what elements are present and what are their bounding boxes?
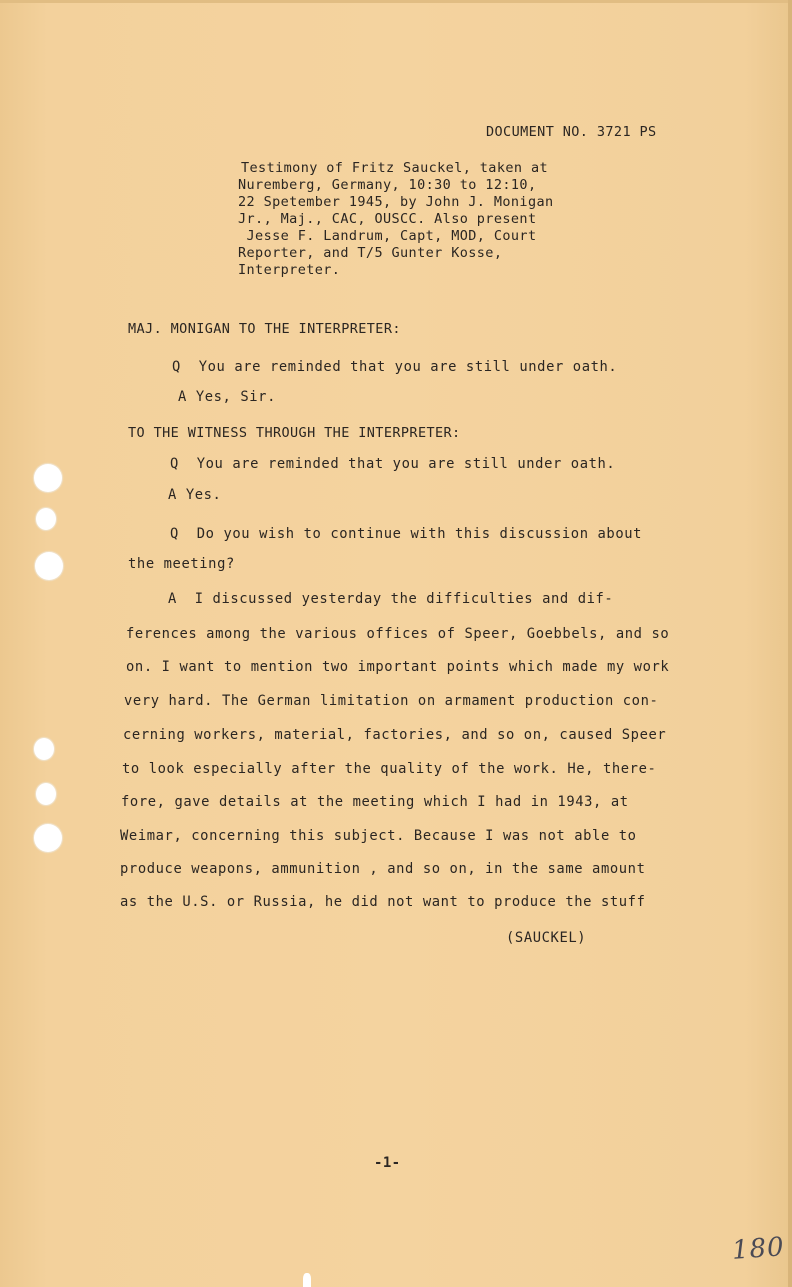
- paper-top-edge: [0, 0, 792, 3]
- answer-3-line-5: cerning workers, material, factories, and so on, caused Speer: [123, 727, 667, 743]
- heading-line-5: Jesse F. Landrum, Capt, MOD, Court: [238, 228, 537, 244]
- answer-3-line-2: ferences among the various offices of Speer, Goebbels, and so: [126, 626, 670, 642]
- answer-3-line-9: produce weapons, ammunition , and so on, in the same amount: [120, 861, 646, 877]
- answer-3-line-10: as the U.S. or Russia, he did not want to produce the stuff: [120, 894, 646, 910]
- heading-line-4: Jr., Maj., CAC, OUSCC. Also present: [238, 211, 537, 227]
- heading-line-7: Interpreter.: [238, 262, 341, 278]
- speaker-tag: (SAUCKEL): [506, 930, 587, 946]
- answer-1: A Yes, Sir.: [178, 389, 276, 405]
- answer-3-line-1: A I discussed yesterday the difficulties and dif-: [168, 591, 614, 607]
- answer-3-line-6: to look especially after the quality of the work. He, there-: [122, 761, 657, 777]
- heading-line-6: Reporter, and T/5 Gunter Kosse,: [238, 245, 503, 261]
- punch-hole-middle: [35, 552, 63, 580]
- punch-hole-lower-small: [34, 738, 54, 760]
- answer-3-line-8: Weimar, concerning this subject. Because I was not able to: [120, 828, 637, 844]
- answer-3-line-4: very hard. The German limitation on armament production con-: [124, 693, 659, 709]
- paper-tear-bottom: [303, 1273, 311, 1287]
- page-number: -1-: [374, 1155, 401, 1171]
- paper-right-edge: [788, 0, 792, 1287]
- answer-2: A Yes.: [168, 487, 222, 503]
- punch-hole-top-small: [36, 508, 56, 530]
- heading-line-2: Nuremberg, Germany, 10:30 to 12:10,: [238, 177, 537, 193]
- section-heading-interpreter: MAJ. MONIGAN TO THE INTERPRETER:: [128, 321, 401, 337]
- document-number: DOCUMENT NO. 3721 PS: [486, 124, 657, 140]
- heading-line-1: Testimony of Fritz Sauckel, taken at: [241, 160, 548, 176]
- answer-3-line-7: fore, gave details at the meeting which I had in 1943, at: [121, 794, 629, 810]
- handwritten-folio-number: 180: [731, 1232, 786, 1266]
- punch-hole-bottom: [34, 824, 62, 852]
- question-1: Q You are reminded that you are still under oath.: [172, 359, 618, 375]
- heading-line-3: 22 Spetember 1945, by John J. Monigan: [238, 194, 554, 210]
- answer-3-line-3: on. I want to mention two important points which made my work: [126, 659, 670, 675]
- question-2: Q You are reminded that you are still under oath.: [170, 456, 616, 472]
- punch-hole-lower-small-2: [36, 783, 56, 805]
- punch-hole-top: [34, 464, 62, 492]
- question-3-line-1: Q Do you wish to continue with this discussion about: [170, 526, 643, 542]
- question-3-line-2: the meeting?: [128, 556, 235, 572]
- section-heading-witness: TO THE WITNESS THROUGH THE INTERPRETER:: [128, 425, 461, 441]
